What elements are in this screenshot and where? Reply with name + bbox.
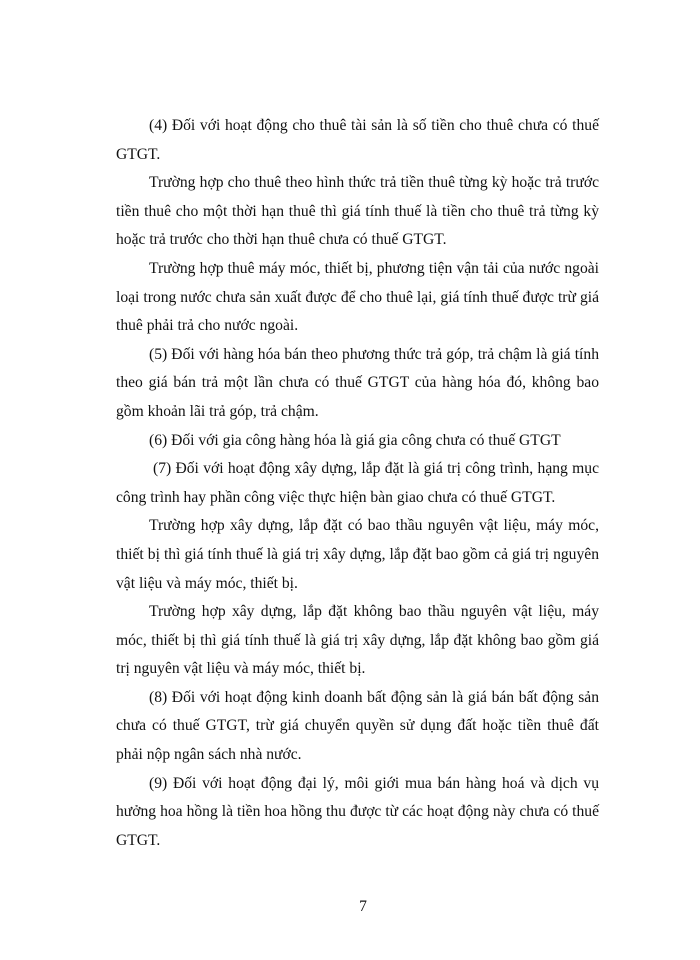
paragraph-item-9: (9) Đối với hoạt động đại lý, môi giới mua bán hàng hoá và dịch vụ hưởng hoa hồng là tiền hoa hồng thu được từ các hoạt động này chưa có thuế GTGT. (116, 774, 599, 849)
paragraph-item-5: (5) Đối với hàng hóa bán theo phương thức trả góp, trả chậm là giá tính theo giá bán trả một lần chưa có thuế GTGT của hàng hóa đó, không bao gồm khoản lãi trả góp, trả chậm. (116, 345, 599, 420)
paragraph-construction-with-materials: Trường hợp xây dựng, lắp đặt có bao thầu nguyên vật liệu, máy móc, thiết bị thì giá tính thuế là giá trị xây dựng, lắp đặt bao gồm cả giá trị nguyên vật liệu và máy móc, thiết bị. (116, 517, 599, 592)
paragraph-rental-periodic: Trường hợp cho thuê theo hình thức trả tiền thuê từng kỳ hoặc trả trước tiền thuê cho một thời hạn thuê thì giá tính thuế là tiền cho thuê trả từng kỳ hoặc trả trước cho thời hạn thuê chưa có thuế GTGT. (116, 174, 599, 249)
paragraph-item-6: (6) Đối với gia công hàng hóa là giá gia công chưa có thuế GTGT (149, 431, 561, 449)
paragraph-item-4: (4) Đối với hoạt động cho thuê tài sản là số tiền cho thuê chưa có thuế GTGT. (116, 117, 599, 163)
paragraph-item-7: (7) Đối với hoạt động xây dựng, lắp đặt là giá trị công trình, hạng mục công trình hay phần công việc thực hiện bàn giao chưa có thuế GTGT. (116, 460, 599, 506)
document-page (116, 112, 599, 855)
paragraph-construction-without-materials: Trường hợp xây dựng, lắp đặt không bao thầu nguyên vật liệu, máy móc, thiết bị thì giá tính thuế là giá trị xây dựng, lắp đặt không bao gồm giá trị nguyên vật liệu và máy móc, thiết bị. (116, 603, 599, 678)
paragraph-item-8: (8) Đối với hoạt động kinh doanh bất động sản là giá bán bất động sản chưa có thuế GTGT, trừ giá chuyển quyền sử dụng đất hoặc tiền thuê đất phải nộp ngân sách nhà nước. (116, 688, 599, 764)
paragraph-rental-foreign-equipment: Trường hợp thuê máy móc, thiết bị, phương tiện vận tải của nước ngoài loại trong nước chưa sản xuất được để cho thuê lại, giá tính thuế được trừ giá thuê phải trả cho nước ngoài. (116, 259, 599, 335)
page-number: 7 (359, 898, 367, 915)
